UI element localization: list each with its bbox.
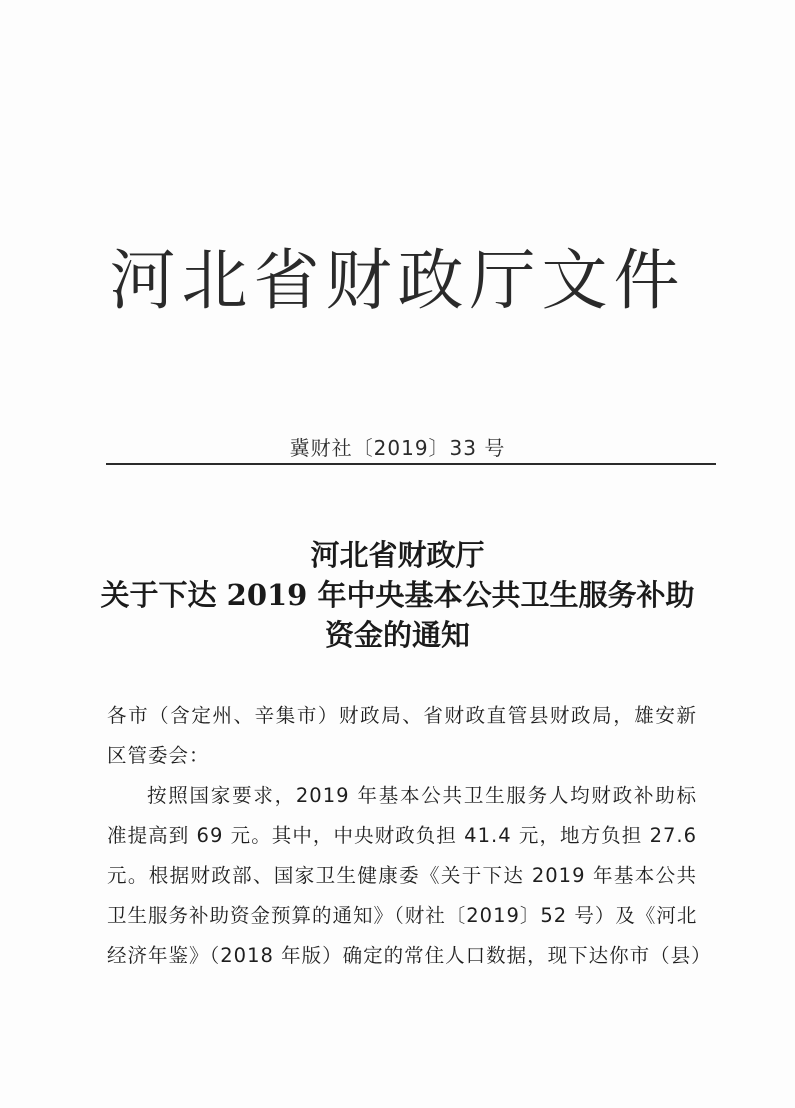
paragraph-line-3: 元。根据财政部、国家卫生健康委《关于下达 2019 年基本公共 [107,864,697,887]
notice-title-line-1: 河北省财政厅 [310,538,485,572]
document-number: 冀财社〔2019〕33 号 [289,436,506,460]
paragraph-line-5: 经济年鉴》（2018 年版）确定的常住人口数据，现下达你市（县） [107,944,712,967]
notice-title-line-3: 资金的通知 [324,618,470,652]
notice-body [107,696,712,976]
paragraph-line-2: 准提高到 69 元。其中，中央财政负担 41.4 元，地方负担 27.6 [107,824,697,847]
addressee-line-2: 区管委会： [107,744,210,767]
notice-title [0,535,795,655]
notice-title-line-2: 关于下达 2019 年中央基本公共卫生服务补助 [100,578,695,612]
paragraph-line-1: 按照国家要求，2019 年基本公共卫生服务人均财政补助标 [147,784,697,807]
addressee-line-1: 各市（含定州、辛集市）财政局、省财政直管县财政局，雄安新 [107,704,697,727]
issuer-header: 河北省财政厅文件 [109,242,686,319]
header-divider [106,463,716,465]
paragraph-line-4: 卫生服务补助资金预算的通知》（财社〔2019〕52 号）及《河北 [107,904,698,927]
